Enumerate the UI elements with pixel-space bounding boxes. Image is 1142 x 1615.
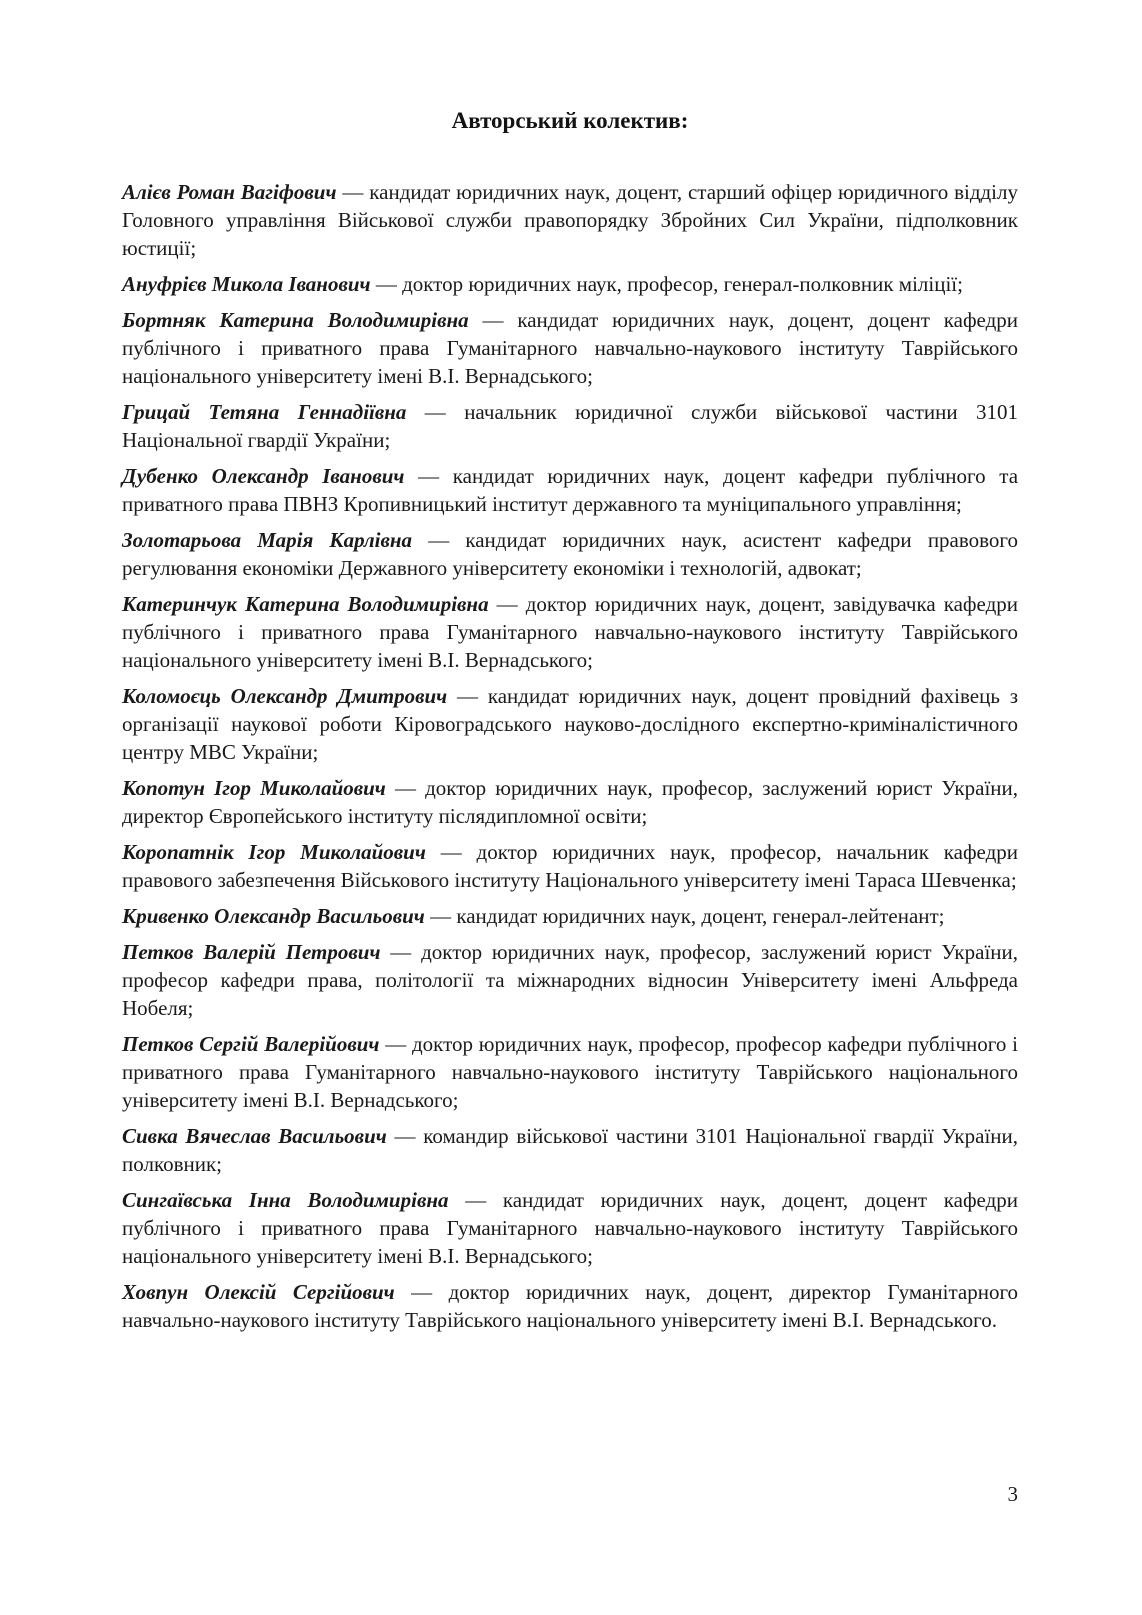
author-description: доктор юридичних наук, професор, начальник кафедри правового забезпечення Військового інституту Національного університету імені Тараса Шевченка;	[122, 840, 1019, 892]
author-description: доктор юридичних наук, професор, заслужений юрист України, директор Європейського інституту післядипломної освіти;	[122, 776, 1019, 828]
author-name: Ховпун Олексій Сергійович	[122, 1280, 395, 1304]
author-entry	[122, 682, 1018, 766]
dash-separator: —	[385, 1032, 407, 1056]
author-name: Дубенко Олександр Іванович	[122, 464, 405, 488]
author-name: Копотун Ігор Миколайович	[122, 776, 386, 800]
dash-separator: —	[394, 776, 416, 800]
page-title: Авторський колектив:	[451, 108, 689, 133]
author-entry	[122, 526, 1018, 582]
author-entry	[122, 1278, 1018, 1334]
author-description: командир військової частини 3101 Національної гвардії України, полковник;	[122, 1124, 1019, 1176]
author-entry	[122, 774, 1018, 830]
author-description: доктор юридичних наук, професор, генерал-полковник міліції;	[402, 272, 963, 296]
dash-separator: —	[394, 1124, 416, 1148]
author-entry	[122, 938, 1018, 1022]
author-name: Золотарьова Марія Карлівна	[122, 528, 413, 552]
author-name: Кривенко Олександр Васильович	[122, 904, 425, 928]
author-name: Бортняк Катерина Володимирівна	[122, 308, 469, 332]
author-description: кандидат юридичних наук, доцент, генерал-лейтенант;	[456, 904, 945, 928]
author-entry	[122, 902, 1018, 930]
author-name: Коропатнік Ігор Миколайович	[122, 840, 426, 864]
dash-separator: —	[430, 904, 452, 928]
author-description: доктор юридичних наук, професор, заслужений юрист України, професор кафедри права, політології та міжнародних відносин Університету імені Альфреда Нобеля;	[122, 940, 1019, 1020]
author-list	[122, 178, 1018, 1334]
author-name: Сингаївська Інна Володимирівна	[122, 1188, 449, 1212]
dash-separator: —	[496, 592, 518, 616]
dash-separator: —	[457, 684, 478, 708]
author-entry	[122, 1030, 1018, 1114]
author-name: Катеринчук Катерина Володимирівна	[122, 592, 489, 616]
author-description: кандидат юридичних наук, доцент провідний фахівець з організації наукової роботи Кіровоградського науково-дослідного експертно-криміналістичного центру МВС України;	[122, 684, 1019, 764]
author-name: Коломоєць Олександр Дмитрович	[122, 684, 448, 708]
author-description: кандидат юридичних наук, доцент, доцент кафедри публічного і приватного права Гуманітарного навчально-наукового інституту Таврійського національного університету імені В.І. Вернадського;	[122, 308, 1019, 388]
author-entry	[122, 398, 1018, 454]
dash-separator: —	[482, 308, 504, 332]
dash-separator: —	[411, 1280, 433, 1304]
dash-separator: —	[375, 272, 397, 296]
dash-separator: —	[390, 940, 412, 964]
author-name: Ануфрієв Микола Іванович	[122, 272, 371, 296]
author-entry	[122, 838, 1018, 894]
author-name: Грицай Тетяна Геннадіївна	[122, 400, 407, 424]
dash-separator: —	[428, 528, 450, 552]
author-description: кандидат юридичних наук, доцент кафедри публічного та приватного права ПВНЗ Кропивницький інститут державного та муніципального управління;	[122, 464, 1019, 516]
author-entry	[122, 1122, 1018, 1178]
author-entry	[122, 590, 1018, 674]
page-number: 3	[1007, 1482, 1018, 1506]
dash-separator: —	[418, 464, 440, 488]
author-entry	[122, 1186, 1018, 1270]
author-name: Алієв Роман Вагіфович	[122, 180, 337, 204]
author-description: доктор юридичних наук, доцент, завідувачка кафедри публічного і приватного права Гуманітарного навчально-наукового інституту Таврійського національного університету імені В.І. Вернадського;	[122, 592, 1018, 672]
author-name: Сивка Вячеслав Васильович	[122, 1124, 387, 1148]
dash-separator: —	[440, 840, 462, 864]
author-entry	[122, 178, 1018, 262]
author-description: кандидат юридичних наук, доцент, доцент кафедри публічного і приватного права Гуманітарного навчально-наукового інституту Таврійського національного університету імені В.І. Вернадського;	[122, 1188, 1019, 1268]
author-entry	[122, 462, 1018, 518]
author-name: Петков Валерій Петрович	[122, 940, 381, 964]
author-description: доктор юридичних наук, професор, професор кафедри публічного і приватного права Гуманітарного навчально-наукового інституту Таврійського національного університету імені В.І. Вернадського;	[122, 1032, 1018, 1112]
author-description: кандидат юридичних наук, асистент кафедри правового регулювання економіки Державного університету економіки і технологій, адвокат;	[122, 528, 1019, 580]
dash-separator: —	[465, 1188, 487, 1212]
author-description: начальник юридичної служби військової частини 3101 Національної гвардії України;	[122, 400, 1018, 452]
author-name: Петков Сергій Валерійович	[122, 1032, 380, 1056]
author-entry	[122, 270, 1018, 298]
author-description: доктор юридичних наук, доцент, директор Гуманітарного навчально-наукового інституту Таврійського національного університету імені В.І. Вернадського.	[122, 1280, 1019, 1332]
author-entry	[122, 306, 1018, 390]
dash-separator: —	[342, 180, 364, 204]
dash-separator: —	[424, 400, 446, 424]
author-description: кандидат юридичних наук, доцент, старший офіцер юридичного відділу Головного управління Військової служби правопорядку Збройних Сил України, підполковник юстиції;	[122, 180, 1019, 260]
